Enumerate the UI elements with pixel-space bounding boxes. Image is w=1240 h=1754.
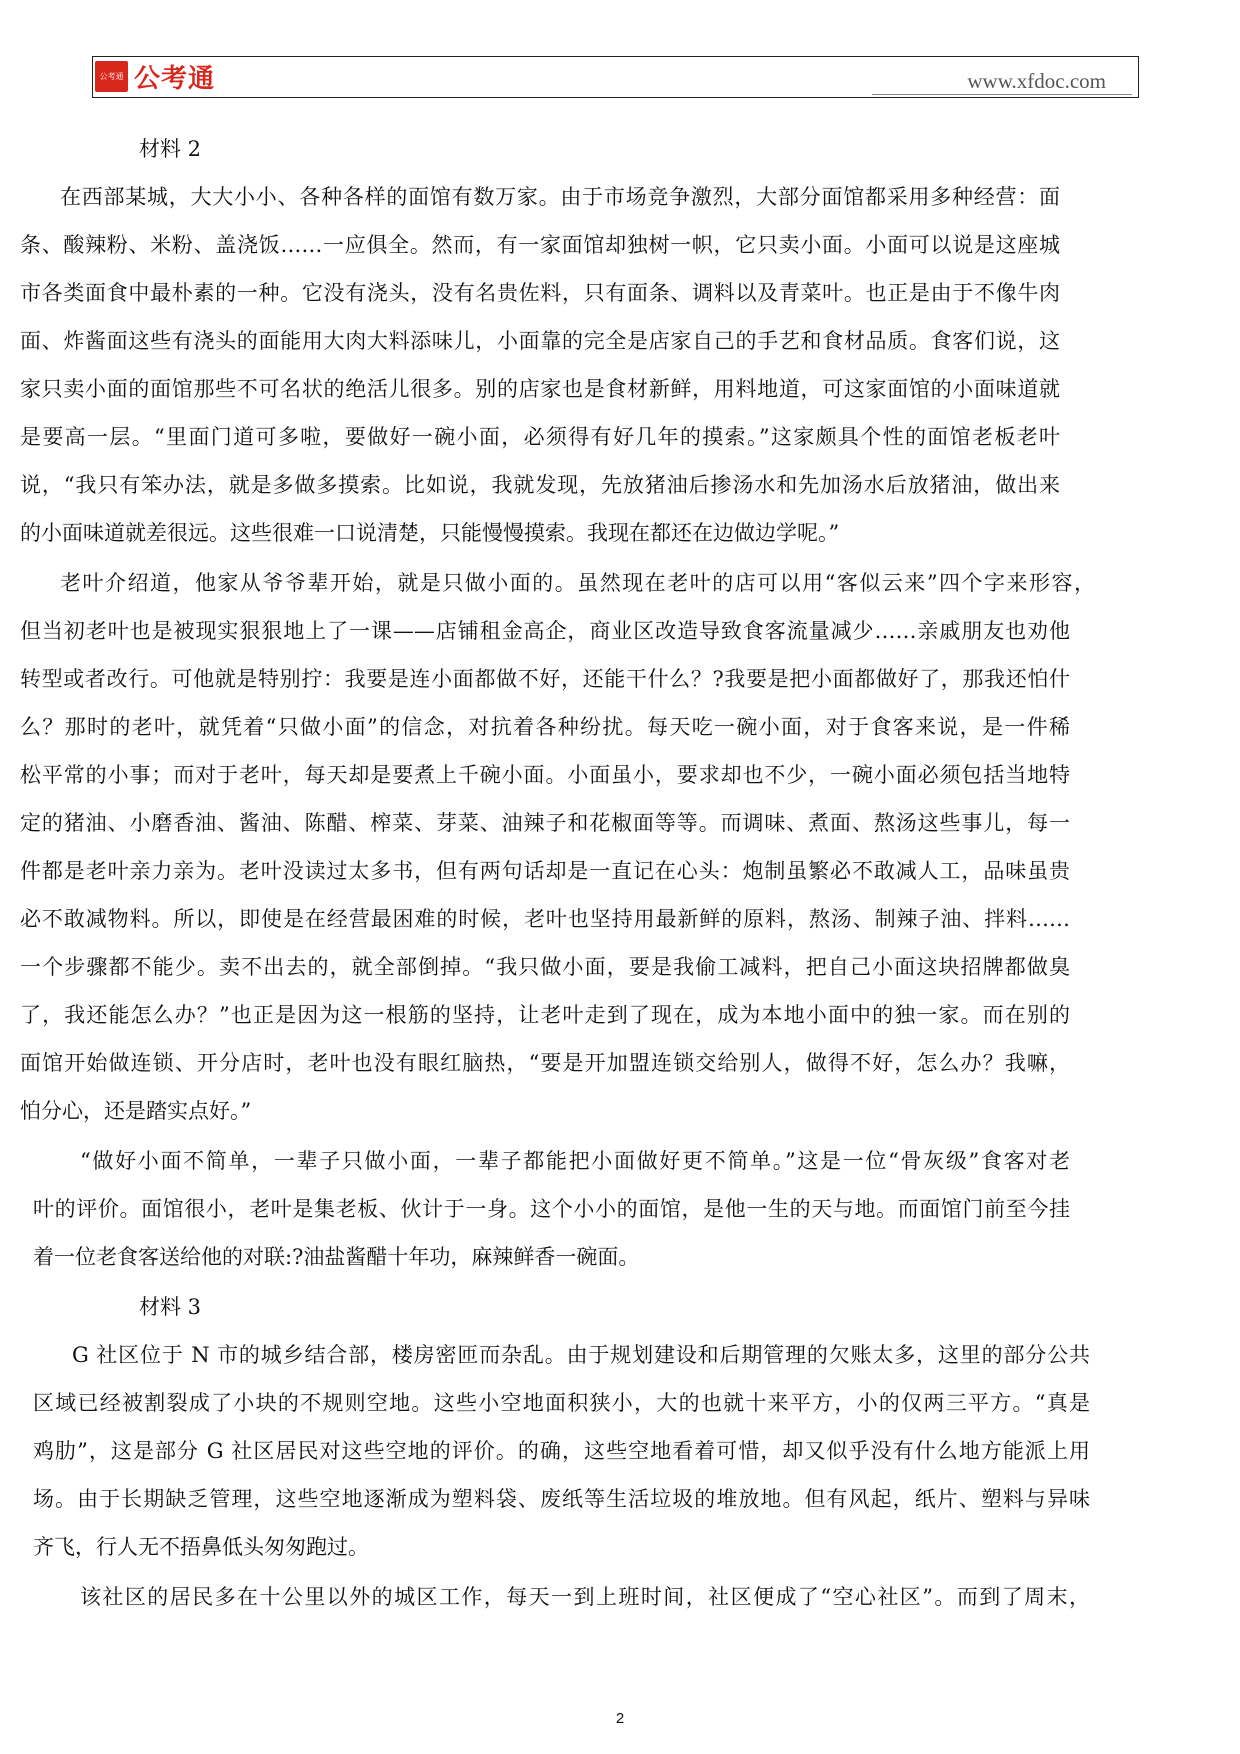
logo-text: 公考通 bbox=[134, 63, 216, 94]
text-line: 区域已经被割裂成了小块的不规则空地。这些小空地面积狭小，大的也就十来平方，小的仅两三平方。“真是 bbox=[33, 1391, 1090, 1415]
page-header bbox=[92, 56, 1139, 98]
text-line: 必不敢减物料。所以，即使是在经营最困难的时候，老叶也坚持用最新鲜的原料，熬汤、制辣子油、拌料…… bbox=[20, 907, 1070, 931]
brand-logo[interactable] bbox=[95, 59, 215, 93]
text-line: 定的猪油、小磨香油、酱油、陈醋、榨菜、芽菜、油辣子和花椒面等等。而调味、煮面、熬汤这些事儿，每一 bbox=[20, 811, 1070, 835]
text-line: 件都是老叶亲力亲为。老叶没读过太多书，但有两句话却是一直记在心头：炮制虽繁必不敢减人工，品味虽贵 bbox=[20, 859, 1070, 883]
text-line: 场。由于长期缺乏管理，这些空地逐渐成为塑料袋、废纸等生活垃圾的堆放地。但有风起，纸片、塑料与异味 bbox=[33, 1487, 1090, 1511]
text-line: 但当初老叶也是被现实狠狠地上了一课——店铺租金高企，商业区改造导致食客流量减少……亲戚朋友也劝他 bbox=[20, 619, 1070, 643]
text-line: 怕分心，还是踏实点好。” bbox=[20, 1099, 252, 1123]
text-line: 转型或者改行。可他就是特别拧：我要是连小面都做不好，还能干什么？?我要是把小面都做好了，那我还怕什 bbox=[20, 667, 1070, 691]
site-url[interactable]: www.xfdoc.com bbox=[967, 69, 1106, 93]
section-heading: 材料 3 bbox=[139, 1295, 202, 1319]
text-line: 齐飞，行人无不捂鼻低头匆匆跑过。 bbox=[33, 1535, 369, 1559]
text-line: 松平常的小事；而对于老叶，每天却是要煮上千碗小面。小面虽小，要求却也不少，一碗小面必须包括当地特 bbox=[20, 763, 1070, 787]
text-line: 么？那时的老叶，就凭着“只做小面”的信念，对抗着各种纷扰。每天吃一碗小面，对于食客来说，是一件稀 bbox=[20, 715, 1070, 739]
text-line: 在西部某城，大大小小、各种各样的面馆有数万家。由于市场竞争激烈，大部分面馆都采用多种经营：面 bbox=[60, 185, 1060, 209]
text-line: 是要高一层。“里面门道可多啦，要做好一碗小面，必须得有好几年的摸索。”这家颇具个性的面馆老板老叶 bbox=[20, 425, 1060, 449]
text-line: 一个步骤都不能少。卖不出去的，就全部倒掉。“我只做小面，要是我偷工减料，把自己小面这块招牌都做臭 bbox=[20, 955, 1070, 979]
text-line: 鸡肋”，这是部分 G 社区居民对这些空地的评价。的确，这些空地看着可惜，却又似乎没有什么地方能派上用 bbox=[33, 1439, 1090, 1463]
text-line: G 社区位于 N 市的城乡结合部，楼房密匝而杂乱。由于规划建设和后期管理的欠账太多，这里的部分公共 bbox=[72, 1343, 1090, 1367]
text-line: 叶的评价。面馆很小，老叶是集老板、伙计于一身。这个小小的面馆，是他一生的天与地。而面馆门前至今挂 bbox=[33, 1197, 1070, 1221]
text-line: 了，我还能怎么办？”也正是因为这一根筋的坚持，让老叶走到了现在，成为本地小面中的独一家。而在别的 bbox=[20, 1003, 1070, 1027]
text-line: 的小面味道就差很远。这些很难一口说清楚，只能慢慢摸索。我现在都还在边做边学呢。” bbox=[20, 521, 840, 545]
text-line: 市各类面食中最朴素的一种。它没有浇头，没有名贵佐料，只有面条、调料以及青菜叶。也正是由于不像牛肉 bbox=[20, 281, 1060, 305]
text-line: 着一位老食客送给他的对联:?油盐酱醋十年功，麻辣鲜香一碗面。 bbox=[33, 1245, 640, 1269]
logo-badge-icon: 公考通 bbox=[95, 61, 128, 92]
text-line: 家只卖小面的面馆那些不可名状的绝活儿很多。别的店家也是食材新鲜，用料地道，可这家面馆的小面味道就 bbox=[20, 377, 1060, 401]
text-line: 该社区的居民多在十公里以外的城区工作，每天一到上班时间，社区便成了“空心社区”。而到了周末， bbox=[80, 1585, 1090, 1609]
text-line: 条、酸辣粉、米粉、盖浇饭……一应俱全。然而，有一家面馆却独树一帜，它只卖小面。小面可以说是这座城 bbox=[20, 233, 1060, 257]
text-line: “做好小面不简单，一辈子只做小面，一辈子都能把小面做好更不简单。”这是一位“骨灰级”食客对老 bbox=[80, 1149, 1070, 1173]
text-line: 说，“我只有笨办法，就是多做多摸索。比如说，我就发现，先放猪油后掺汤水和先加汤水后放猪油，做出来 bbox=[20, 473, 1060, 497]
section-heading: 材料 2 bbox=[139, 137, 202, 161]
text-line: 老叶介绍道，他家从爷爷辈开始，就是只做小面的。虽然现在老叶的店可以用“客似云来”四个字来形容， bbox=[60, 571, 1095, 595]
text-line: 面馆开始做连锁、开分店时，老叶也没有眼红脑热，“要是开加盟连锁交给别人，做得不好，怎么办？我嘛， bbox=[20, 1051, 1070, 1075]
url-underline bbox=[872, 94, 1132, 95]
text-line: 面、炸酱面这些有浇头的面能用大肉大料添味儿，小面靠的完全是店家自己的手艺和食材品质。食客们说，这 bbox=[20, 329, 1060, 353]
page-number: 2 bbox=[615, 1710, 625, 1727]
